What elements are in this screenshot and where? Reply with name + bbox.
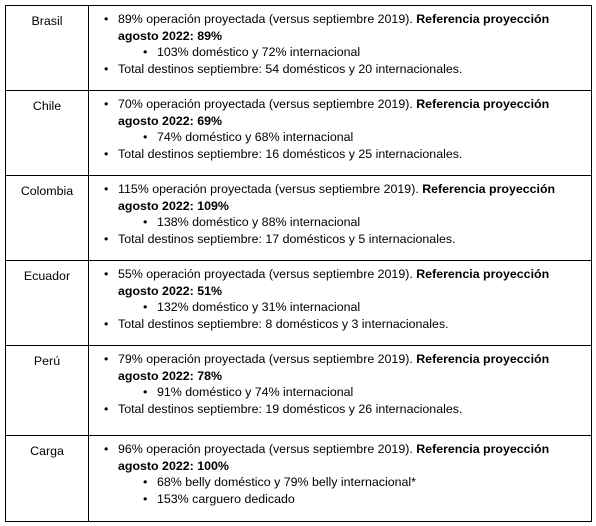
country-label: Chile (6, 91, 89, 176)
country-label: Ecuador (6, 261, 89, 346)
list-item: • 132% doméstico y 31% internacional (157, 299, 585, 316)
row-content (89, 346, 592, 436)
bullet-list (95, 96, 585, 162)
list-item: • Total destinos septiembre: 19 domésticos y 26 internacionales. (118, 401, 585, 418)
reference-text: Referencia proyección agosto 2022: 78% (118, 352, 550, 383)
list-item (118, 181, 585, 231)
list-item: • Total destinos septiembre: 17 domésticos y 5 internacionales. (118, 231, 585, 248)
list-item: • 138% doméstico y 88% internacional (157, 214, 585, 231)
sub-bullet-list (118, 44, 585, 61)
list-item (118, 11, 585, 61)
row-content (89, 436, 592, 522)
table-row (6, 176, 592, 261)
table-row (6, 261, 592, 346)
list-item: • Total destinos septiembre: 8 domésticos y 3 internacionales. (118, 316, 585, 333)
row-content (89, 261, 592, 346)
reference-text: Referencia proyección agosto 2022: 89% (118, 12, 550, 43)
projection-text: 55% operación proyectada (versus septiembre 2019). (118, 267, 417, 281)
list-item: • 103% doméstico y 72% internacional (157, 44, 585, 61)
row-content (89, 6, 592, 91)
list-item: • 91% doméstico y 74% internacional (157, 384, 585, 401)
table-row (6, 91, 592, 176)
projection-text: 89% operación proyectada (versus septiembre 2019). (118, 12, 417, 26)
list-item: • Total destinos septiembre: 16 domésticos y 25 internacionales. (118, 146, 585, 163)
country-label: Carga (6, 436, 89, 522)
table-row (6, 436, 592, 522)
sub-bullet-list (118, 474, 585, 507)
sub-bullet-list (118, 384, 585, 401)
list-item (118, 351, 585, 401)
projection-text: 70% operación proyectada (versus septiembre 2019). (118, 97, 417, 111)
list-item: • Total destinos septiembre: 54 domésticos y 20 internacionales. (118, 61, 585, 78)
projection-text: 115% operación proyectada (versus septiembre 2019). (118, 182, 423, 196)
row-content (89, 91, 592, 176)
list-item: • 74% doméstico y 68% internacional (157, 129, 585, 146)
country-label: Colombia (6, 176, 89, 261)
bullet-list (95, 11, 585, 77)
sub-bullet-list (118, 299, 585, 316)
sub-bullet-list (118, 214, 585, 231)
table-row (6, 346, 592, 436)
bullet-list (95, 181, 585, 247)
bullet-list (95, 266, 585, 332)
country-label: Brasil (6, 6, 89, 91)
list-item: • 68% belly doméstico y 79% belly internacional* (157, 474, 585, 491)
bullet-list (95, 441, 585, 507)
operations-table (5, 5, 592, 522)
list-item: • 153% carguero dedicado (157, 491, 585, 508)
row-content (89, 176, 592, 261)
list-item (118, 266, 585, 316)
bullet-list (95, 351, 585, 417)
country-label: Perú (6, 346, 89, 436)
list-item (118, 441, 585, 507)
sub-bullet-list (118, 129, 585, 146)
projection-text: 79% operación proyectada (versus septiembre 2019). (118, 352, 417, 366)
list-item (118, 96, 585, 146)
projection-text: 96% operación proyectada (versus septiembre 2019). (118, 442, 417, 456)
table-row (6, 6, 592, 91)
reference-text: Referencia proyección agosto 2022: 69% (118, 97, 550, 128)
reference-text: Referencia proyección agosto 2022: 100% (118, 442, 550, 473)
reference-text: Referencia proyección agosto 2022: 109% (118, 182, 556, 213)
reference-text: Referencia proyección agosto 2022: 51% (118, 267, 550, 298)
